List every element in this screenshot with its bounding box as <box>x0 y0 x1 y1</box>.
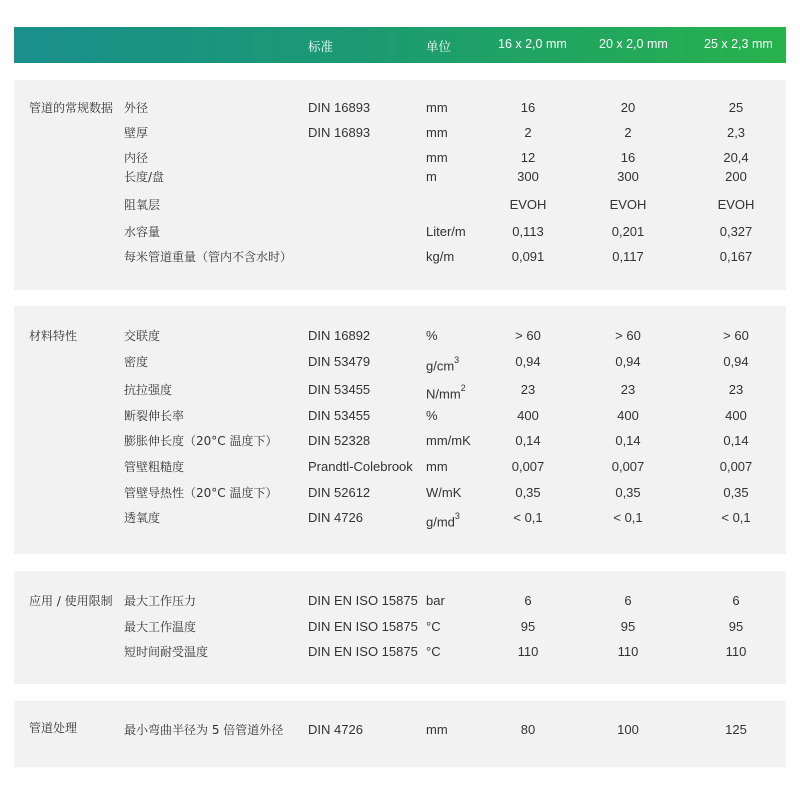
value-text-b: 95 <box>620 619 636 634</box>
standard-value: DIN 4726 <box>308 722 363 737</box>
property-name: 最小弯曲半径为 5 倍管道外径 <box>124 723 284 737</box>
standard-value: DIN EN ISO 15875 <box>308 593 418 608</box>
standard-value: DIN 4726 <box>308 510 363 525</box>
unit-text: % <box>426 328 438 343</box>
standard-value: DIN 16892 <box>308 328 371 343</box>
value-text-b: 2 <box>624 125 632 140</box>
unit-value <box>426 594 445 608</box>
value-text-b: 0,35 <box>615 485 641 500</box>
value-text-c: 0,35 <box>723 485 749 500</box>
section-category: 材料特性 <box>29 329 78 343</box>
unit-text: mm <box>426 459 448 474</box>
property-name: 管壁粗糙度 <box>124 460 185 474</box>
unit-value <box>426 511 460 529</box>
standard-value: DIN 53479 <box>308 354 371 369</box>
value-text-c: 125 <box>725 722 747 737</box>
value-text-a: 16 <box>520 100 536 115</box>
unit-value <box>426 170 437 184</box>
property-name: 管壁导热性（20°C 温度下） <box>124 486 278 500</box>
unit-text: kg/m <box>426 249 455 264</box>
property-name: 交联度 <box>124 329 161 343</box>
unit-value <box>426 126 448 140</box>
value-text-a: 0,35 <box>515 485 541 500</box>
unit-value <box>426 409 438 423</box>
unit-superscript: 3 <box>454 511 460 521</box>
header-unit: 单位 <box>426 40 452 54</box>
value-text-b: 400 <box>617 408 639 423</box>
section-0 <box>14 80 786 290</box>
property-name: 外径 <box>124 101 149 115</box>
value-text-a: 0,94 <box>515 354 541 369</box>
unit-text: mm <box>426 722 448 737</box>
unit-superscript: 2 <box>460 383 466 393</box>
unit-value <box>426 101 448 115</box>
unit-text: g/cm <box>426 358 455 374</box>
header-size-b: 20 x 2,0 mm <box>599 37 668 51</box>
standard-value: Prandtl-Colebrook <box>308 459 413 474</box>
unit-text: Liter/m <box>426 224 466 239</box>
property-name: 抗拉强度 <box>124 383 173 397</box>
value-text-c: 110 <box>725 644 747 659</box>
value-text-c: 400 <box>725 408 747 423</box>
value-text-a: 12 <box>520 150 536 165</box>
value-text-b: EVOH <box>609 197 647 212</box>
value-text-c: 2,3 <box>726 125 746 140</box>
unit-value <box>426 460 448 474</box>
unit-value <box>426 329 438 343</box>
value-text-a: 2 <box>524 125 532 140</box>
value-text-b: 0,14 <box>615 433 641 448</box>
property-name: 每米管道重量（管内不含水时） <box>124 250 293 264</box>
value-text-a: > 60 <box>515 328 541 343</box>
section-category: 管道处理 <box>29 721 78 735</box>
value-text-a: 0,14 <box>515 433 541 448</box>
property-name: 长度/盘 <box>124 170 165 184</box>
standard-value: DIN EN ISO 15875 <box>308 644 418 659</box>
header-standard: 标准 <box>308 40 334 54</box>
unit-value <box>426 645 441 659</box>
unit-value <box>426 486 461 500</box>
unit-value <box>426 250 454 264</box>
unit-text: mm <box>426 150 448 165</box>
section-category: 管道的常规数据 <box>29 101 114 115</box>
value-text-b: 20 <box>620 100 636 115</box>
property-name: 短时间耐受温度 <box>124 645 209 659</box>
value-text-c: 0,327 <box>719 224 753 239</box>
standard-value: DIN 52612 <box>308 485 371 500</box>
value-text-b: 6 <box>624 593 632 608</box>
standard-value: DIN 53455 <box>308 382 371 397</box>
section-category: 应用 / 使用限制 <box>29 594 113 608</box>
standard-value: DIN 16893 <box>308 100 371 115</box>
header-size-c: 25 x 2,3 mm <box>704 37 773 51</box>
property-name: 密度 <box>124 355 149 369</box>
standard-value: DIN EN ISO 15875 <box>308 619 418 634</box>
value-text-b: 16 <box>620 150 636 165</box>
value-text-b: 0,117 <box>612 249 644 264</box>
value-text-b: 0,007 <box>611 459 645 474</box>
value-text-b: 0,201 <box>611 224 645 239</box>
property-name: 最大工作压力 <box>124 594 197 608</box>
value-text-a: 6 <box>524 593 532 608</box>
value-text-c: 0,14 <box>723 433 749 448</box>
unit-text: m <box>426 169 437 184</box>
value-text-c: EVOH <box>717 197 755 212</box>
value-text-a: < 0,1 <box>513 510 543 525</box>
unit-text: °C <box>426 644 441 659</box>
value-text-b: 110 <box>617 644 639 659</box>
value-text-a: 110 <box>517 644 539 659</box>
value-text-b: 300 <box>617 169 639 184</box>
value-text-c: < 0,1 <box>721 510 751 525</box>
standard-value: DIN 52328 <box>308 433 371 448</box>
value-text-b: > 60 <box>615 328 641 343</box>
header-size-a: 16 x 2,0 mm <box>498 37 567 51</box>
unit-text: mm <box>426 125 448 140</box>
property-name: 膨胀伸长度（20°C 温度下） <box>124 434 278 448</box>
property-name: 透氧度 <box>124 511 161 525</box>
value-text-c: 0,007 <box>719 459 753 474</box>
value-text-a: 80 <box>520 722 536 737</box>
value-text-c: 23 <box>728 382 744 397</box>
value-text-b: 100 <box>617 722 639 737</box>
unit-value <box>426 383 466 401</box>
value-text-a: 23 <box>520 382 536 397</box>
value-text-a: 300 <box>517 169 539 184</box>
value-text-a: EVOH <box>509 197 547 212</box>
unit-value <box>426 225 466 239</box>
value-text-b: 0,94 <box>615 354 641 369</box>
value-text-c: 95 <box>728 619 744 634</box>
value-text-c: 200 <box>725 169 747 184</box>
value-text-c: 6 <box>732 593 740 608</box>
unit-text: mm <box>426 100 448 115</box>
unit-value <box>426 151 448 165</box>
standard-value: DIN 53455 <box>308 408 371 423</box>
value-text-c: 20,4 <box>723 150 749 165</box>
value-text-a: 400 <box>517 408 539 423</box>
unit-text: N/mm <box>426 386 461 402</box>
standard-value: DIN 16893 <box>308 125 371 140</box>
value-text-a: 0,091 <box>511 249 545 264</box>
section-2 <box>14 571 786 684</box>
unit-text: W/mK <box>426 485 462 500</box>
unit-text: bar <box>426 593 445 608</box>
unit-text: % <box>426 408 438 423</box>
value-text-b: 23 <box>620 382 636 397</box>
value-text-a: 0,113 <box>512 224 544 239</box>
value-text-a: 0,007 <box>511 459 545 474</box>
table-header <box>14 27 786 63</box>
value-text-b: < 0,1 <box>613 510 643 525</box>
unit-value <box>426 620 441 634</box>
unit-value <box>426 355 459 373</box>
property-name: 阻氧层 <box>124 198 161 212</box>
unit-superscript: 3 <box>454 355 460 365</box>
unit-value <box>426 434 471 448</box>
property-name: 壁厚 <box>124 126 149 140</box>
property-name: 内径 <box>124 151 149 165</box>
unit-text: mm/mK <box>426 433 471 448</box>
unit-value <box>426 723 448 737</box>
property-name: 水容量 <box>124 225 161 239</box>
value-text-a: 95 <box>520 619 536 634</box>
property-name: 最大工作温度 <box>124 620 197 634</box>
unit-text: °C <box>426 619 441 634</box>
section-1 <box>14 306 786 554</box>
value-text-c: > 60 <box>723 328 749 343</box>
property-name: 断裂伸长率 <box>124 409 185 423</box>
section-3 <box>14 701 786 767</box>
value-text-c: 0,167 <box>719 249 753 264</box>
unit-text: g/md <box>426 514 455 530</box>
value-text-c: 25 <box>728 100 744 115</box>
value-text-c: 0,94 <box>723 354 749 369</box>
